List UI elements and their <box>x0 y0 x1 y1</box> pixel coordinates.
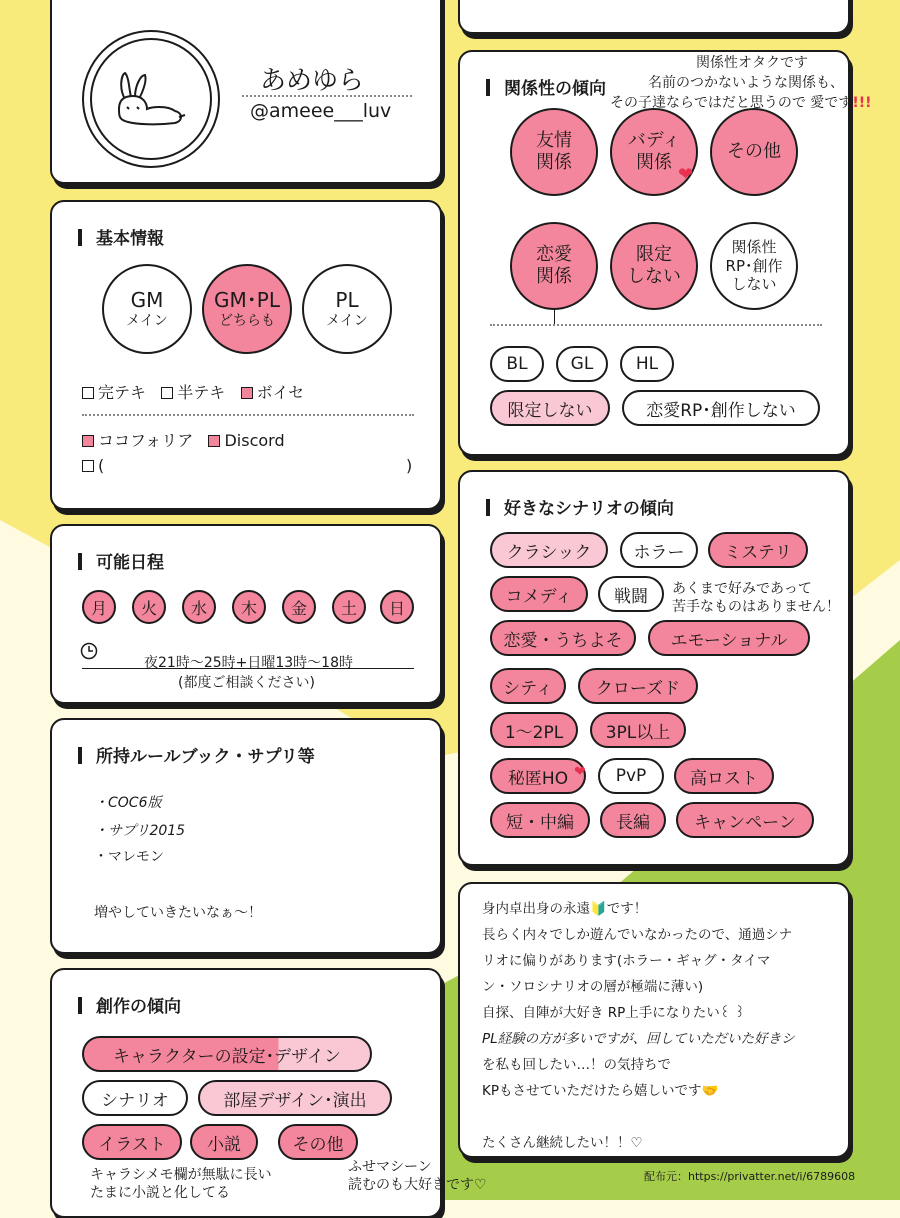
scenario-tag: クラシック <box>490 532 608 568</box>
rabbit-icon <box>111 69 191 129</box>
rulebook-item: ・サプリ2015 <box>94 823 186 839</box>
schedule-note: (都度ご相談ください) <box>178 675 315 691</box>
credit-link[interactable]: 配布元：https://privatter.net/i/6789608 <box>644 1170 856 1183</box>
scenario-tag: シティ <box>490 668 566 704</box>
profile-name: あめゆら <box>260 66 365 96</box>
scenario-note: 苦手なものはありません！ <box>672 599 840 615</box>
schedule-card <box>50 524 442 704</box>
profile-card <box>50 0 442 184</box>
day-sat: 土 <box>332 590 366 624</box>
section-title: 創作の傾向 <box>78 992 181 1017</box>
relation-pill: GL <box>556 346 608 382</box>
divider <box>82 414 414 416</box>
scenario-tag: 戦闘 <box>598 576 664 612</box>
scenario-tag: ホラー <box>620 532 698 568</box>
scenario-tag: 高ロスト <box>674 758 774 794</box>
scenario-tag: 秘匿HO <box>490 758 586 794</box>
relation-no-rp: 関係性 RP･創作 しない <box>710 222 798 310</box>
scenario-tag: コメディ <box>490 576 588 612</box>
avatar <box>82 30 220 168</box>
checkbox-checked <box>82 435 94 447</box>
divider <box>82 668 414 669</box>
profile-handle: @ameee___luv <box>250 100 392 122</box>
relation-friendship: 友情 関係 <box>510 108 598 196</box>
name-underline <box>242 95 412 97</box>
scenario-note: あくまで好みであって <box>672 581 812 597</box>
checkbox-unchecked <box>82 460 94 472</box>
rulebook-card <box>50 718 442 954</box>
scenario-tag: クローズド <box>578 668 698 704</box>
scenario-tag: 3PL以上 <box>590 712 686 748</box>
tools: ココフォリア Discord <box>82 428 285 451</box>
tools-other-close: ) <box>406 456 413 475</box>
rulebook-note: 増やしていきたいなぁ～！ <box>94 905 262 921</box>
creative-note: たまに小説と化してる <box>90 1185 230 1201</box>
creative-tag: シナリオ <box>82 1080 188 1116</box>
top-right-card <box>458 0 850 34</box>
relations-comment: 名前のつかないような関係も、 <box>648 75 844 91</box>
tools-other: ( <box>82 456 104 475</box>
relations-comment: その子達ならではだと思うので 愛です!!! <box>610 95 872 111</box>
section-title: 所持ルールブック・サプリ等 <box>78 742 315 767</box>
scenario-tag: エモーショナル <box>648 620 810 656</box>
divider <box>490 324 822 326</box>
relation-pill: BL <box>490 346 544 382</box>
scenario-tag: 短・中編 <box>490 802 590 838</box>
connector-line <box>554 310 555 324</box>
day-thu: 木 <box>232 590 266 624</box>
creative-tag: キャラクターの設定･デザイン <box>82 1036 372 1072</box>
day-mon: 月 <box>82 590 116 624</box>
creative-tag: イラスト <box>82 1124 182 1160</box>
relation-pill: 恋愛RP･創作しない <box>622 390 820 426</box>
relation-pill: HL <box>620 346 674 382</box>
scenario-card <box>458 470 850 866</box>
relation-buddy: バディ 関係 <box>610 108 698 196</box>
scenario-tag: PvP <box>598 758 664 794</box>
relation-other: その他 <box>710 108 798 196</box>
creative-tag: 部屋デザイン･演出 <box>198 1080 392 1116</box>
schedule-time: 夜21時～25時+日曜13時～18時 <box>144 655 353 671</box>
creative-note: ふせマシーン <box>348 1159 432 1175</box>
section-title: 基本情報 <box>78 224 164 249</box>
section-title: 好きなシナリオの傾向 <box>486 494 674 519</box>
checkbox-checked <box>208 435 220 447</box>
creative-note: 読むのも大好きです♡ <box>348 1177 487 1193</box>
scenario-tag: ミステリ <box>708 532 808 568</box>
play-styles: 完テキ 半テキ ボイセ <box>82 380 304 403</box>
scenario-tag: 恋愛・うちよそ <box>490 620 636 656</box>
heart-icon: ❤ <box>574 764 586 780</box>
relations-comment: 関係性オタクです <box>696 55 808 71</box>
relation-pill: 限定しない <box>490 390 610 426</box>
relation-unlimited: 限定 しない <box>610 222 698 310</box>
scenario-tag: キャンペーン <box>676 802 814 838</box>
relation-romance: 恋愛 関係 <box>510 222 598 310</box>
freetext-body: 身内卓出身の永遠🔰です！ 長らく内々でしか遊んでいなかったので、通過シナ リオに偏りがあります(ホラー・ギャグ・タイマ ン・ソロシナリオの層が極端に薄い) 自探、自陣が大好き RP上手になりたい꒰ ꒱ PL経験の方が多いですが、回していただいた好きシ を私も回したい…！の気持ちで KPもさせていただけたら嬉しいです🤝 たくさん継続したい！！♡ <box>482 901 795 1151</box>
rulebook-item: ・マレモン <box>94 849 164 865</box>
day-sun: 日 <box>380 590 414 624</box>
clock-icon <box>80 642 98 660</box>
day-wed: 水 <box>182 590 216 624</box>
day-fri: 金 <box>282 590 316 624</box>
role-gm-main: GM メイン <box>102 264 192 354</box>
section-title: 可能日程 <box>78 548 164 573</box>
creative-tag: その他 <box>278 1124 358 1160</box>
day-tue: 火 <box>132 590 166 624</box>
role-both: GM･PL どちらも <box>202 264 292 354</box>
role-pl-main: PL メイン <box>302 264 392 354</box>
basic-info-card <box>50 200 442 510</box>
section-title: 関係性の傾向 <box>486 74 606 99</box>
freetext-card <box>458 882 850 1158</box>
checkbox-unchecked <box>161 387 173 399</box>
scenario-tag: 1～2PL <box>490 712 578 748</box>
rulebook-item: ・COC6版 <box>94 795 162 811</box>
checkbox-checked <box>241 387 253 399</box>
scenario-tag: 長編 <box>600 802 666 838</box>
creative-tag: 小説 <box>190 1124 258 1160</box>
creative-note: キャラシメモ欄が無駄に長い <box>90 1167 272 1183</box>
checkbox-unchecked <box>82 387 94 399</box>
heart-icon: ❤ <box>678 164 694 185</box>
creative-card <box>50 968 487 1218</box>
